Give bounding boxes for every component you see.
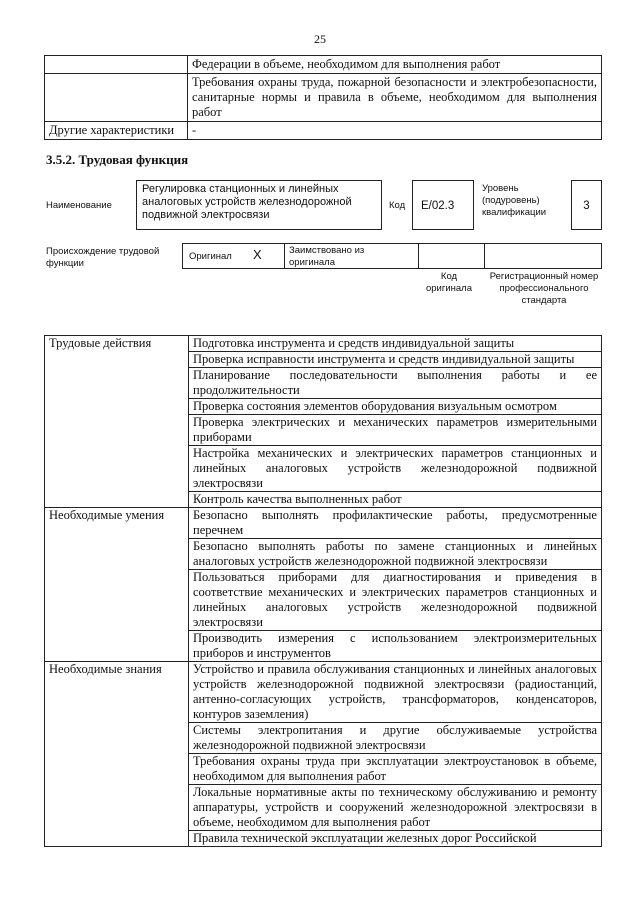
code-label: Код [389,200,406,211]
original-label: Оригинал [189,251,232,262]
table-row [45,662,602,723]
table-cell: - [188,122,602,140]
category-cell: Необходимые умения [45,508,189,662]
list-item: Пользоваться приборами для диагностирования и приведения в соответствие механических и электрических параметров станционных и линейных аналоговых устройств железнодорожной подвижной электросвязи [189,570,602,631]
table-row [45,122,602,140]
list-item: Устройство и правила обслуживания станционных и линейных аналоговых устройств железнодорожной подвижной электросвязи (радиостанций, антенно-согласующих устройств, трансформаторов, конденсаторов, контуров заземления) [189,662,602,723]
list-item: Безопасно выполнять работы по замене станционных и линейных аналоговых устройств железнодорожной подвижной электросвязи [189,539,602,570]
list-item: Проверка исправности инструмента и средств индивидуальной защиты [189,352,602,368]
borrowed-label: Заимствовано из оригинала [289,245,365,268]
table-cell: Федерации в объеме, необходимом для выполнения работ [188,56,602,74]
category-cell: Трудовые действия [45,336,189,508]
list-item: Локальные нормативные акты по техническому обслуживанию и ремонту аппаратуры, устройств и сооружений железнодорожной электросвязи в объеме, необходимом для выполнения работ [189,785,602,831]
page-number: 25 [314,32,326,46]
list-item: Правила технической эксплуатации железных дорог Российской [189,831,602,847]
name-label: Наименование [46,200,112,211]
list-item: Подготовка инструмента и средств индивидуальной защиты [189,336,602,352]
level-box: 3 [571,180,602,230]
table-row [45,336,602,352]
list-item: Контроль качества выполненных работ [189,492,602,508]
original-mark: X [253,247,262,262]
category-cell: Необходимые знания [45,662,189,847]
list-item: Системы электропитания и другие обслуживаемые устройства железнодорожной подвижной электросвязи [189,723,602,754]
list-item: Проверка электрических и механических параметров измерительными приборами [189,415,602,446]
level-label: Уровень (подуровень) квалификации [482,183,547,218]
code-caption: Код оригинала [425,271,472,294]
function-details-table [44,335,602,847]
table-cell [45,56,188,74]
divider [284,243,285,269]
reg-caption: Регистрационный номер профессионального стандарта [489,271,599,306]
table-row [45,56,602,74]
table-cell: Требования охраны труда, пожарной безопасности и электробезопасности, санитарные нормы и правила в объеме, необходимом для выполнения работ [188,74,602,122]
code-box: E/02.3 [412,180,474,230]
list-item: Требования охраны труда при эксплуатации электроустановок в объеме, необходимом для выполнения работ [189,754,602,785]
list-item: Настройка механических и электрических параметров станционных и линейных аналоговых устройств железнодорожной подвижной электросвязи [189,446,602,492]
origin-row [182,243,602,269]
origin-label: Происхождение трудовой функции [46,246,160,269]
table-cell: Другие характеристики [45,122,188,140]
section-title: 3.5.2. Трудовая функция [46,152,189,167]
continuation-table [44,55,602,140]
list-item: Проверка состояния элементов оборудования визуальным осмотром [189,399,602,415]
divider [484,243,485,269]
list-item: Безопасно выполнять профилактические работы, предусмотренные перечнем [189,508,602,539]
list-item: Планирование последовательности выполнения работы и ее продолжительности [189,368,602,399]
function-name-box: Регулировка станционных и линейных аналоговых устройств железнодорожной подвижной электросвязи [136,180,382,230]
table-row [45,74,602,122]
divider [418,243,419,269]
table-cell [45,74,188,122]
list-item: Производить измерения с использованием электроизмерительных приборов и инструментов [189,631,602,662]
table-row [45,508,602,539]
